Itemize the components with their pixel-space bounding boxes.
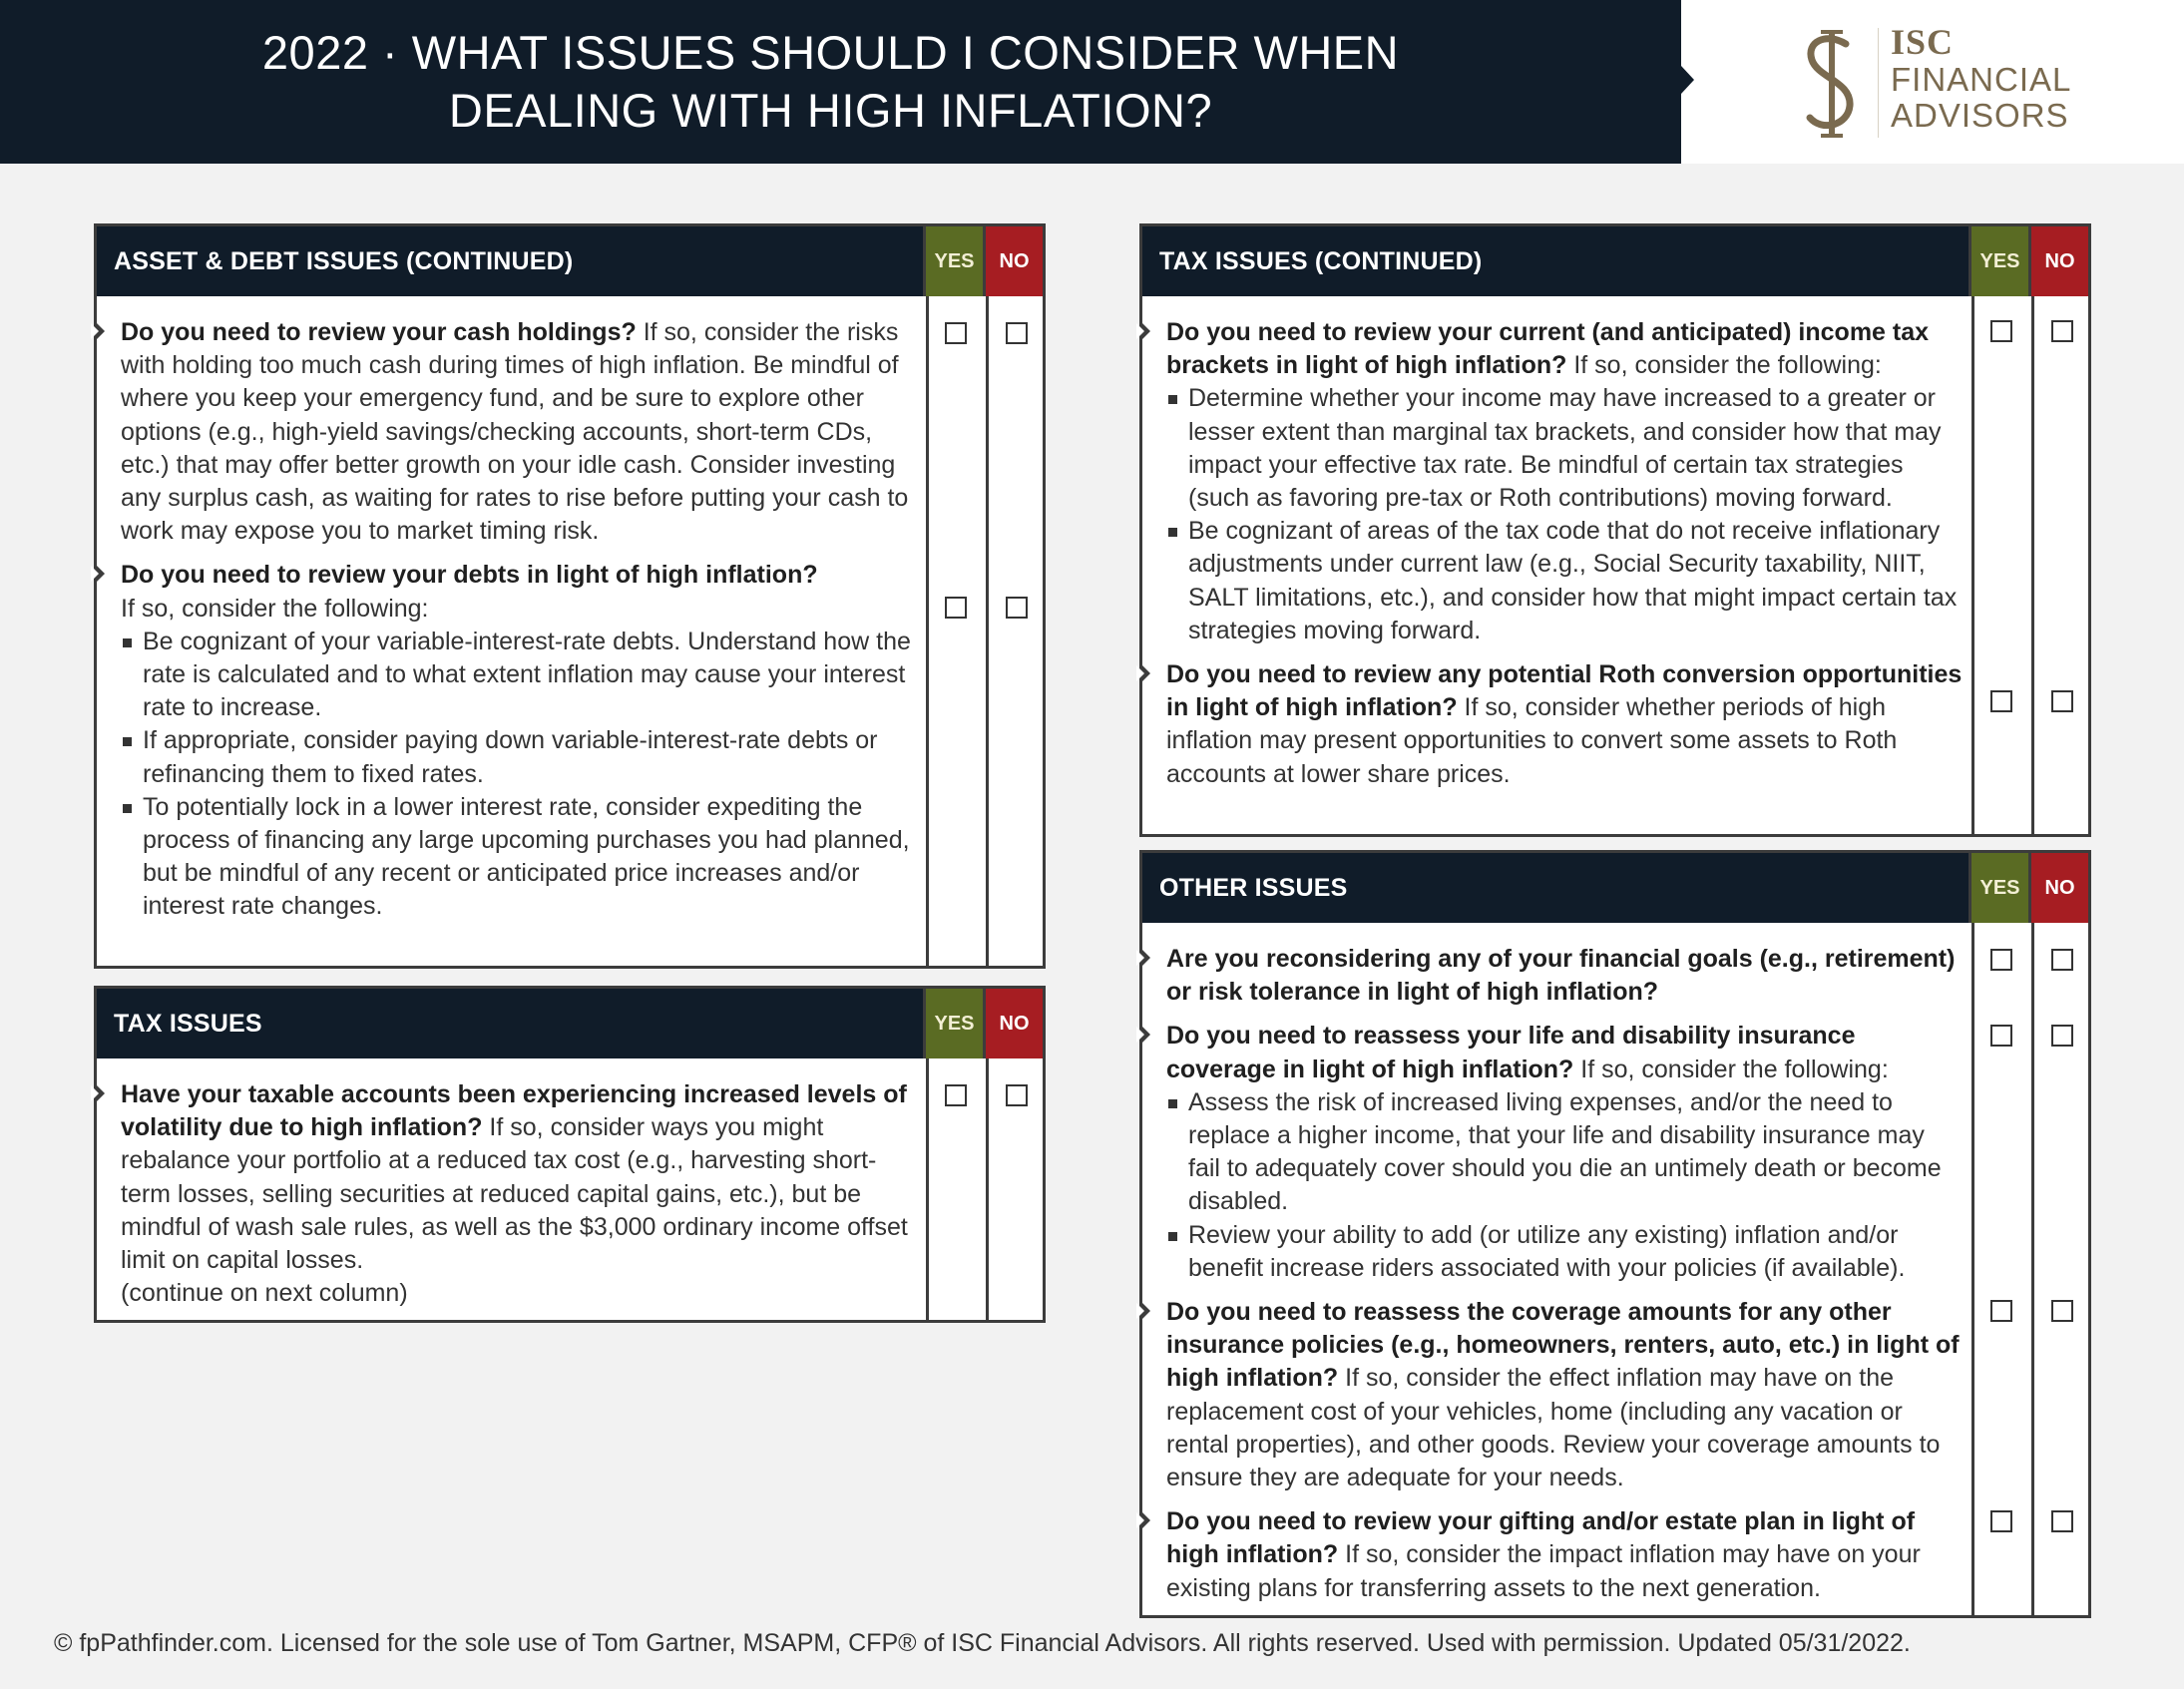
yes-column-header: YES <box>1968 226 2028 296</box>
bullet-item: Be cognizant of your variable-interest-rate debts. Understand how the rate is calculated and to what extent inflation may cause your interest rate to increase. <box>121 626 917 725</box>
question-body: If so, consider the impact inflation may have on your existing plans for transferring assets to the next generation. <box>1166 1540 1921 1602</box>
column-divider <box>2031 923 2034 1615</box>
question-text <box>1166 943 1961 1009</box>
column-divider <box>2031 296 2034 834</box>
page-header <box>0 0 2184 164</box>
bullet-item: Assess the risk of increased living expenses, and/or the need to replace a higher income, that your life and disability insurance may fail to adequately cover should you die an untimely death or become disabled. <box>1166 1086 1961 1219</box>
question-lead: Do you need to reassess your life and disability insurance coverage in light of high inflation? <box>1166 1022 1856 1083</box>
no-checkbox-estate-plan[interactable] <box>2051 1510 2073 1532</box>
chevron-right-icon <box>94 1082 105 1104</box>
page-title-line-2: DEALING WITH HIGH INFLATION? <box>448 84 1213 137</box>
logo-divider <box>1878 28 1879 138</box>
no-checkbox-debts[interactable] <box>1006 597 1028 619</box>
logo-advisors: ADVISORS <box>1891 97 2069 134</box>
yes-checkbox-cash-holdings[interactable] <box>945 322 967 344</box>
title-banner <box>0 0 1681 164</box>
no-column-header: NO <box>983 989 1043 1058</box>
tax-issues-panel <box>94 986 1046 1323</box>
bullet-list <box>1166 1086 1961 1285</box>
column-divider <box>926 1058 929 1320</box>
question-text <box>121 1078 917 1310</box>
yes-column-header: YES <box>923 989 983 1058</box>
question-body: If so, consider the risks with holding too much cash during times of high inflation. Be mindful of where you keep your emergency fund, and be sure to explore other options (e.g., high-yield savings/checking accounts, short-term CDs, etc.) that may offer better growth on your idle cash. Consider investing any surplus cash, as waiting for rates to rise before putting your cash to work may expose you to market timing risk. <box>121 318 909 546</box>
bullet-item: To potentially lock in a lower interest rate, consider expediting the process of financing any large upcoming purchases you had planned, but be mindful of any recent or anticipated price increases and/or interest rate changes. <box>121 791 917 924</box>
no-column-header: NO <box>2028 226 2088 296</box>
yes-checkbox-debts[interactable] <box>945 597 967 619</box>
question-text <box>1166 1296 1961 1494</box>
panel-title: TAX ISSUES (CONTINUED) <box>1159 246 1483 275</box>
bullet-item: Determine whether your income may have increased to a greater or lesser extent than marginal tax brackets, and consider how that may impact your effective tax rate. Be mindful of certain tax strategies (such as favoring pre-tax or Roth contributions) moving forward. <box>1166 382 1970 515</box>
question-item <box>97 548 917 933</box>
chevron-right-icon <box>1139 1300 1150 1322</box>
question-lead: Have your taxable accounts been experiencing increased levels of volatility due to high inflation? <box>121 1080 907 1142</box>
question-text <box>1166 1505 1961 1605</box>
question-item <box>97 296 917 548</box>
bullet-list <box>121 626 917 924</box>
no-checkbox-life-disability[interactable] <box>2051 1025 2073 1047</box>
no-checkbox-roth-conversion[interactable] <box>2051 690 2073 712</box>
question-lead: Do you need to review your cash holdings? <box>121 318 637 346</box>
bullet-list <box>1166 382 1970 647</box>
yes-checkbox-roth-conversion[interactable] <box>1990 690 2012 712</box>
yes-checkbox-financial-goals[interactable] <box>1990 949 2012 971</box>
yes-checkbox-estate-plan[interactable] <box>1990 1510 2012 1532</box>
question-item <box>1142 923 1961 1009</box>
no-checkbox-tax-brackets[interactable] <box>2051 320 2073 342</box>
panel-body <box>1142 296 2088 834</box>
panel-title: ASSET & DEBT ISSUES (CONTINUED) <box>114 246 574 275</box>
panel-title: OTHER ISSUES <box>1159 873 1348 902</box>
question-item <box>1142 647 1970 801</box>
question-item <box>97 1058 917 1320</box>
panel-header <box>1142 853 2088 923</box>
column-divider <box>986 296 989 966</box>
isc-logo <box>1796 20 2095 145</box>
column-divider <box>1971 296 1974 834</box>
question-body: If so, consider the following: <box>1573 1055 1889 1083</box>
question-item <box>1142 1285 1961 1494</box>
yes-column-header: YES <box>1968 853 2028 923</box>
question-body: If so, consider the following: <box>1566 351 1882 380</box>
no-column-header: NO <box>2028 853 2088 923</box>
banner-pointer <box>1681 66 1694 94</box>
question-text <box>1166 1020 1961 1285</box>
chevron-right-icon <box>94 320 105 342</box>
logo-isc: ISC <box>1891 22 1955 62</box>
chevron-right-icon <box>1139 947 1150 969</box>
question-lead: Do you need to reassess the coverage amounts for any other insurance policies (e.g., homeowners, renters, auto, etc.) in light of high inflation? <box>1166 1298 1960 1393</box>
chevron-right-icon <box>94 563 105 585</box>
copyright-footer: © fpPathfinder.com. Licensed for the sole use of Tom Gartner, MSAPM, CFP® of ISC Financial Advisors. All rights reserved. Used with permission. Updated 05/31/2022. <box>54 1629 1911 1657</box>
no-checkbox-other-insurance[interactable] <box>2051 1300 2073 1322</box>
yes-column-header: YES <box>923 226 983 296</box>
question-lead: Do you need to review your current (and anticipated) income tax brackets in light of high inflation? <box>1166 318 1930 380</box>
yes-checkbox-other-insurance[interactable] <box>1990 1300 2012 1322</box>
no-column-header: NO <box>983 226 1043 296</box>
page-title <box>262 24 1399 140</box>
question-item <box>1142 1009 1961 1285</box>
bullet-item: Review your ability to add (or utilize any existing) inflation and/or benefit increase riders associated with your policies (if available). <box>1166 1219 1961 1285</box>
chevron-right-icon <box>1139 1509 1150 1531</box>
question-item <box>1142 1494 1961 1615</box>
asset-debt-panel <box>94 223 1046 969</box>
question-body: If so, consider whether periods of high inflation may present opportunities to convert some assets to Roth accounts at lower share prices. <box>1166 693 1898 788</box>
panel-header <box>1142 226 2088 296</box>
tax-continued-panel <box>1139 223 2091 837</box>
panel-body <box>97 1058 1043 1320</box>
question-lead: Do you need to review your gifting and/or estate plan in light of high inflation? <box>1166 1507 1916 1569</box>
question-body: If so, consider ways you might rebalance your portfolio at a reduced tax cost (e.g., harvesting short-term losses, selling securities at reduced capital gains, etc.), but be mindful of wash sale rules, as well as the $3,000 ordinary income offset limit on capital losses. <box>121 1113 908 1275</box>
question-body: If so, consider the following: <box>121 594 429 623</box>
column-divider <box>926 296 929 966</box>
yes-checkbox-life-disability[interactable] <box>1990 1025 2012 1047</box>
page-title-line-1: 2022 · WHAT ISSUES SHOULD I CONSIDER WHEN <box>261 26 1400 79</box>
no-checkbox-taxable-volatility[interactable] <box>1006 1084 1028 1106</box>
panel-header <box>97 989 1043 1058</box>
panel-title: TAX ISSUES <box>114 1009 262 1038</box>
question-body: If so, consider the effect inflation may have on the replacement cost of your vehicles, home (including any vacation or rental properties), and other goods. Review your coverage amounts to ensure they are adequate for your needs. <box>1166 1364 1941 1492</box>
panel-header <box>97 226 1043 296</box>
bullet-item: Be cognizant of areas of the tax code that do not receive inflationary adjustments under current law (e.g., Social Security taxability, NIIT, SALT limitations, etc.), and consider how that might impact certain tax strategies moving forward. <box>1166 515 1970 647</box>
chevron-right-icon <box>1139 1024 1150 1046</box>
question-text <box>1166 658 1970 791</box>
question-lead: Do you need to review any potential Roth conversion opportunities in light of high inflation? <box>1166 660 1963 722</box>
yes-checkbox-taxable-volatility[interactable] <box>945 1084 967 1106</box>
question-text <box>121 316 917 548</box>
question-lead: Are you reconsidering any of your financial goals (e.g., retirement) or risk tolerance in light of high inflation? <box>1166 945 1956 1007</box>
chevron-right-icon <box>1139 662 1150 684</box>
bullet-item: If appropriate, consider paying down variable-interest-rate debts or refinancing them to fixed rates. <box>121 724 917 790</box>
column-divider <box>986 1058 989 1320</box>
question-text <box>1166 316 1970 647</box>
panel-body <box>1142 923 2088 1615</box>
continue-note: (continue on next column) <box>121 1279 408 1308</box>
no-checkbox-financial-goals[interactable] <box>2051 949 2073 971</box>
question-item <box>1142 296 1970 647</box>
yes-checkbox-tax-brackets[interactable] <box>1990 320 2012 342</box>
question-lead: Do you need to review your debts in light of high inflation? <box>121 561 818 590</box>
question-text <box>121 559 917 923</box>
isc-monogram-icon <box>1796 26 1866 142</box>
panel-body <box>97 296 1043 966</box>
chevron-right-icon <box>1139 320 1150 342</box>
logo-financial: FINANCIAL <box>1891 61 2072 98</box>
other-issues-panel <box>1139 850 2091 1618</box>
column-divider <box>1971 923 1974 1615</box>
logo-wordmark <box>1891 22 2071 134</box>
no-checkbox-cash-holdings[interactable] <box>1006 322 1028 344</box>
